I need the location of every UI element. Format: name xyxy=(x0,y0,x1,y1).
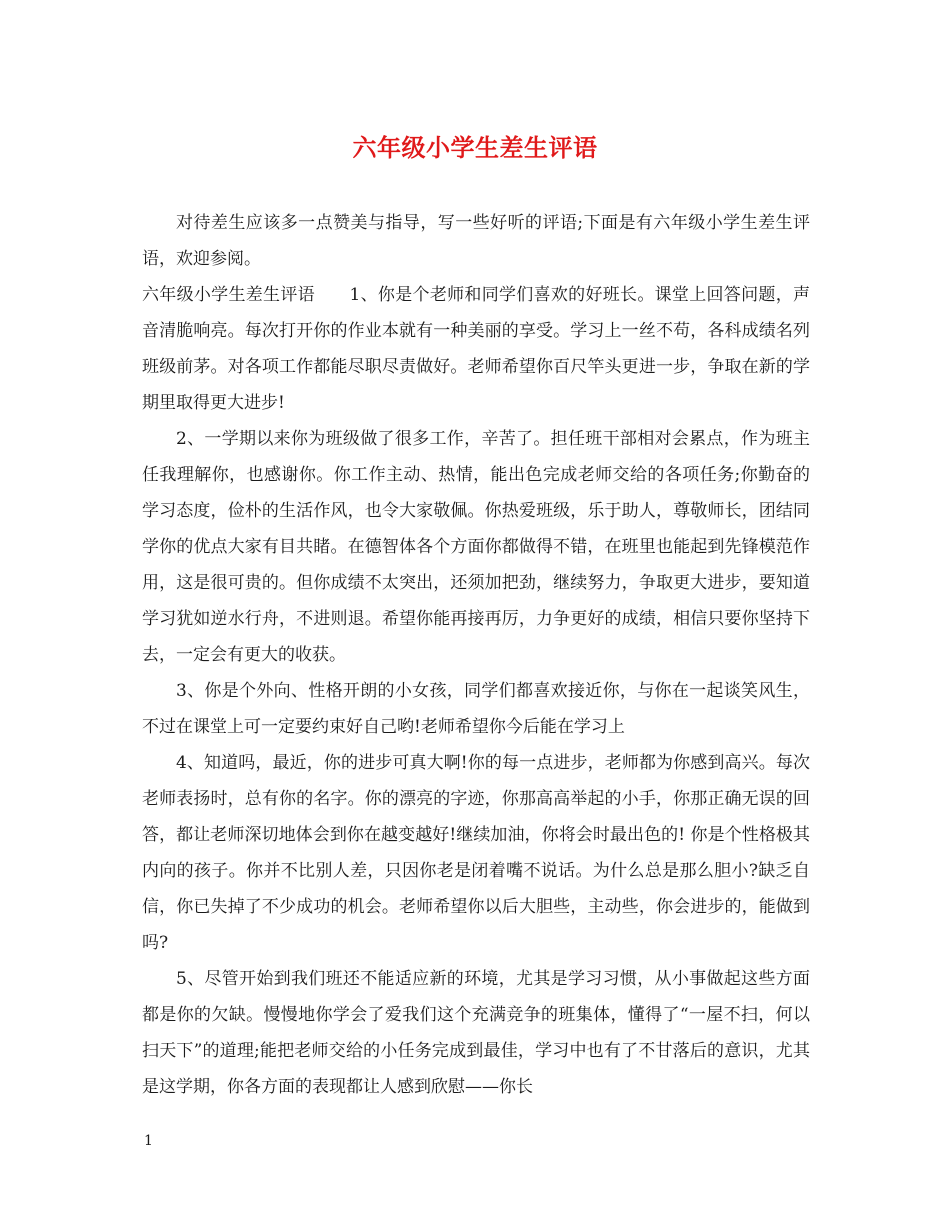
page-title: 六年级小学生差生评语 xyxy=(352,133,598,162)
document-body xyxy=(142,205,810,1105)
comment-paragraph-5: 5、尽管开始到我们班还不能适应新的环境，尤其是学习习惯，从小事做起这些方面都是你的欠缺。慢慢地你学会了爱我们这个充满竞争的班集体，懂得了“一屋不扫，何以扫天下”的道理;能把老师交给的小任务完成到最佳，学习中也有了不甘落后的意识，尤其是这学期，你各方面的表现都让人感到欣慰——你长 xyxy=(142,969,810,1097)
comment-paragraph-3: 3、你是个外向、性格开朗的小女孩，同学们都喜欢接近你，与你在一起谈笑风生，不过在课堂上可一定要约束好自己哟!老师希望你今后能在学习上 xyxy=(142,681,810,737)
comment-paragraph-1: 六年级小学生差生评语 1、你是个老师和同学们喜欢的好班长。课堂上回答问题，声音清脆响亮。每次打开你的作业本就有一种美丽的享受。学习上一丝不苟，各科成绩名列班级前茅。对各项工作都能尽职尽责做好。老师希望你百尺竿头更进一步，争取在新的学期里取得更大进步! xyxy=(142,285,810,413)
comment-paragraph-2: 2、一学期以来你为班级做了很多工作，辛苦了。担任班干部相对会累点，作为班主任我理解你，也感谢你。你工作主动、热情，能出色完成老师交给的各项任务;你勤奋的学习态度，俭朴的生活作风，也令大家敬佩。你热爱班级，乐于助人，尊敬师长，团结同学你的优点大家有目共睹。在德智体各个方面你都做得不错，在班里也能起到先锋模范作用，这是很可贵的。但你成绩不太突出，还须加把劲，继续努力，争取更大进步，要知道学习犹如逆水行舟，不进则退。希望你能再接再厉，力争更好的成绩，相信只要你坚持下去，一定会有更大的收获。 xyxy=(142,429,810,665)
comment-paragraph-4: 4、知道吗，最近，你的进步可真大啊!你的每一点进步，老师都为你感到高兴。每次老师表扬时，总有你的名字。你的漂亮的字迹，你那高高举起的小手，你那正确无误的回答，都让老师深切地体会到你在越变越好!继续加油，你将会时最出色的! 你是个性格极其内向的孩子。你并不比别人差，只因你老是闭着嘴不说话。为什么总是那么胆小?缺乏自信，你已失掉了不少成功的机会。老师希望你以后大胆些，主动些，你会进步的，能做到吗? xyxy=(142,753,810,953)
intro-paragraph: 对待差生应该多一点赞美与指导，写一些好听的评语;下面是有六年级小学生差生评语，欢迎参阅。 xyxy=(142,213,810,269)
page-number: 1 xyxy=(144,1133,153,1149)
